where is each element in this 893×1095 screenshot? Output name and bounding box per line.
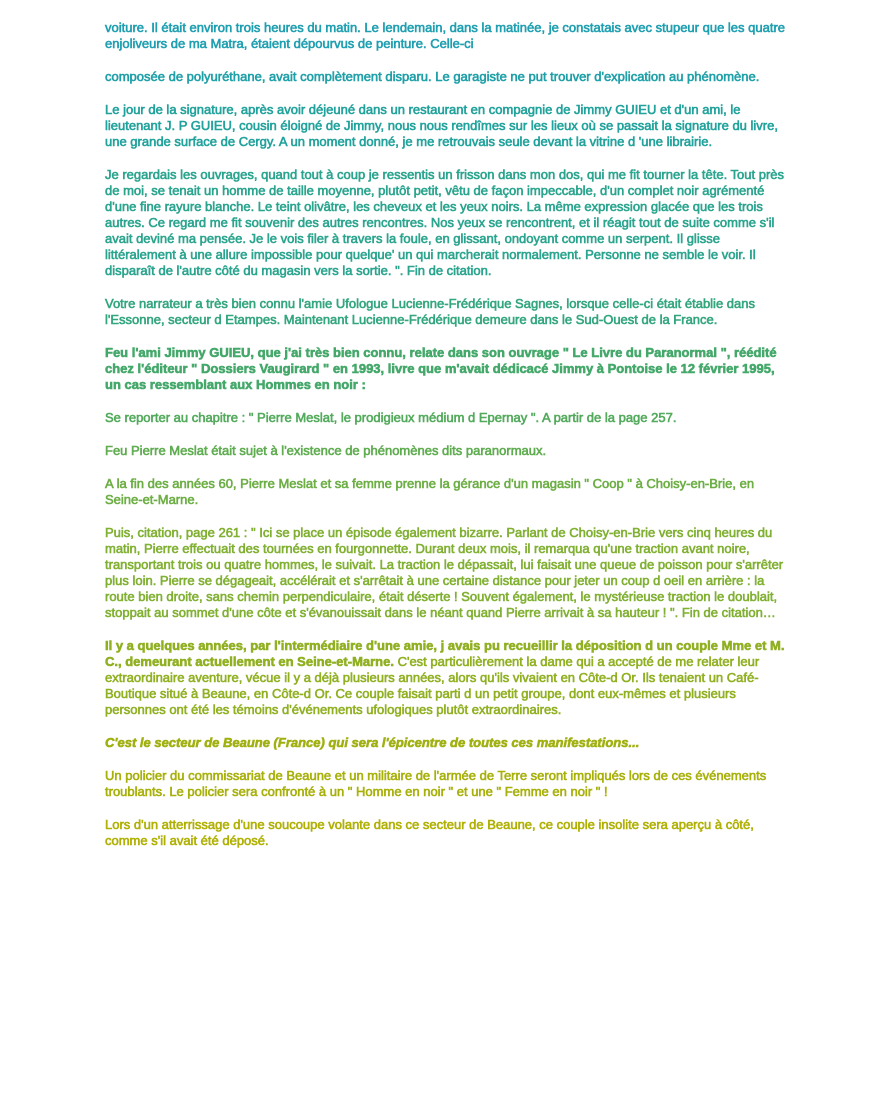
paragraph-11-rest: C'est particulièrement la dame qui a accepté de me relater leur extraordinaire aventure, vécue il y a déjà plusieurs années, alors qu'ils vivaient en Côte-d Or. Ils tenaient un Café-Boutique situé à Beaune, en Côte-d Or. Ce couple faisait parti d un petit groupe, dont eux-mêmes et plusieurs personnes ont été les témoins d'événements ufologiques plutôt extraordinaires. [105,654,760,717]
document-body [105,20,785,866]
paragraph-8: Feu Pierre Meslat était sujet à l'existence de phénomènes dits paranormaux. [105,443,547,458]
paragraph-11-bold: Il y a quelques années, par l'intermédiaire d'une amie, j avais pu recueillir la déposition d un couple Mme et M. C., demeurant actuellement en Seine-et-Marne. [105,638,785,669]
paragraph-12: C'est le secteur de Beaune (France) qui sera l'épicentre de toutes ces manifestations... [105,735,640,750]
paragraph-14: Lors d'un atterrissage d'une soucoupe volante dans ce secteur de Beaune, ce couple insolite sera aperçu à côté, comme s'il avait été déposé. [105,817,754,848]
paragraph-2: composée de polyuréthane, avait complètement disparu. Le garagiste ne put trouver d'explication au phénomène. [105,69,760,84]
paragraph-9: A la fin des années 60, Pierre Meslat et sa femme prenne la gérance d'un magasin " Coop " à Choisy-en-Brie, en Seine-et-Marne. [105,476,755,507]
paragraph-1: voiture. Il était environ trois heures du matin. Le lendemain, dans la matinée, je constatais avec stupeur que les quatre enjoliveurs de ma Matra, étaient dépourvus de peinture. Celle-ci [105,20,785,51]
paragraph-13: Un policier du commissariat de Beaune et un militaire de l'armée de Terre seront impliqués lors de ces événements troublants. Le policier sera confronté à un " Homme en noir " et une " Femme en noir " ! [105,768,767,799]
paragraph-5: Votre narrateur a très bien connu l'amie Ufologue Lucienne-Frédérique Sagnes, lorsque celle-ci était établie dans l'Essonne, secteur d Etampes. Maintenant Lucienne-Frédérique demeure dans le Sud-Ouest de la France. [105,296,755,327]
paragraph-11 [105,638,785,718]
paragraph-7: Se reporter au chapitre : " Pierre Meslat, le prodigieux médium d Epernay ". A partir de la page 257. [105,410,677,425]
paragraph-3: Le jour de la signature, après avoir déjeuné dans un restaurant en compagnie de Jimmy GUIEU et d'un ami, le lieutenant J. P GUIEU, cousin éloigné de Jimmy, nous nous rendîmes sur les lieux où se passait la signature du livre, une grande surface de Cergy. A un moment donné, je me retrouvais seule devant la vitrine d 'une librairie. [105,102,778,149]
paragraph-10: Puis, citation, page 261 : " Ici se place un épisode également bizarre. Parlant de Choisy-en-Brie vers cinq heures du matin, Pierre effectuait des tournées en fourgonnette. Durant deux mois, il remarqua qu'une traction avant noire, transportant trois ou quatre hommes, le suivait. La traction le dépassait, lui faisait une queue de poisson pour s'arrêter plus loin. Pierre se dégageait, accélérait et s'arrêtait à une certaine distance pour jeter un coup d oeil en arrière : la route bien droite, sans chemin perpendiculaire, était déserte ! Souvent également, le mystérieuse traction le doublait, stoppait au sommet d'une côte et s'évanouissait dans le néant quand Pierre arrivait à sa hauteur ! ". Fin de citation… [105,525,784,620]
paragraph-4: Je regardais les ouvrages, quand tout à coup je ressentis un frisson dans mon dos, qui me fit tourner la tête. Tout près de moi, se tenait un homme de taille moyenne, plutôt petit, vêtu de façon impeccable, d'un complet noir agrémenté d'une fine rayure blanche. Le teint olivâtre, les cheveux et les yeux noirs. La même expression glacée que les trois autres. Ce regard me fit souvenir des autres rencontres. Nos yeux se rencontrent, et il réagit tout de suite comme s'il avait deviné ma pensée. Je le vois filer à travers la foule, en glissant, ondoyant comme un serpent. Il glisse littéralement à une allure impossible pour quelque' un qui marcherait normalement. Personne ne semble le voir. Il disparaît de l'autre côté du magasin vers la sortie. ". Fin de citation. [105,167,785,278]
paragraph-6: Feu l'ami Jimmy GUIEU, que j'ai très bien connu, relate dans son ouvrage " Le Livre du Paranormal ", réédité chez l'éditeur " Dossiers Vaugirard " en 1993, livre que m'avait dédicacé Jimmy à Pontoise le 12 février 1995, un cas ressemblant aux Hommes en noir : [105,345,777,392]
